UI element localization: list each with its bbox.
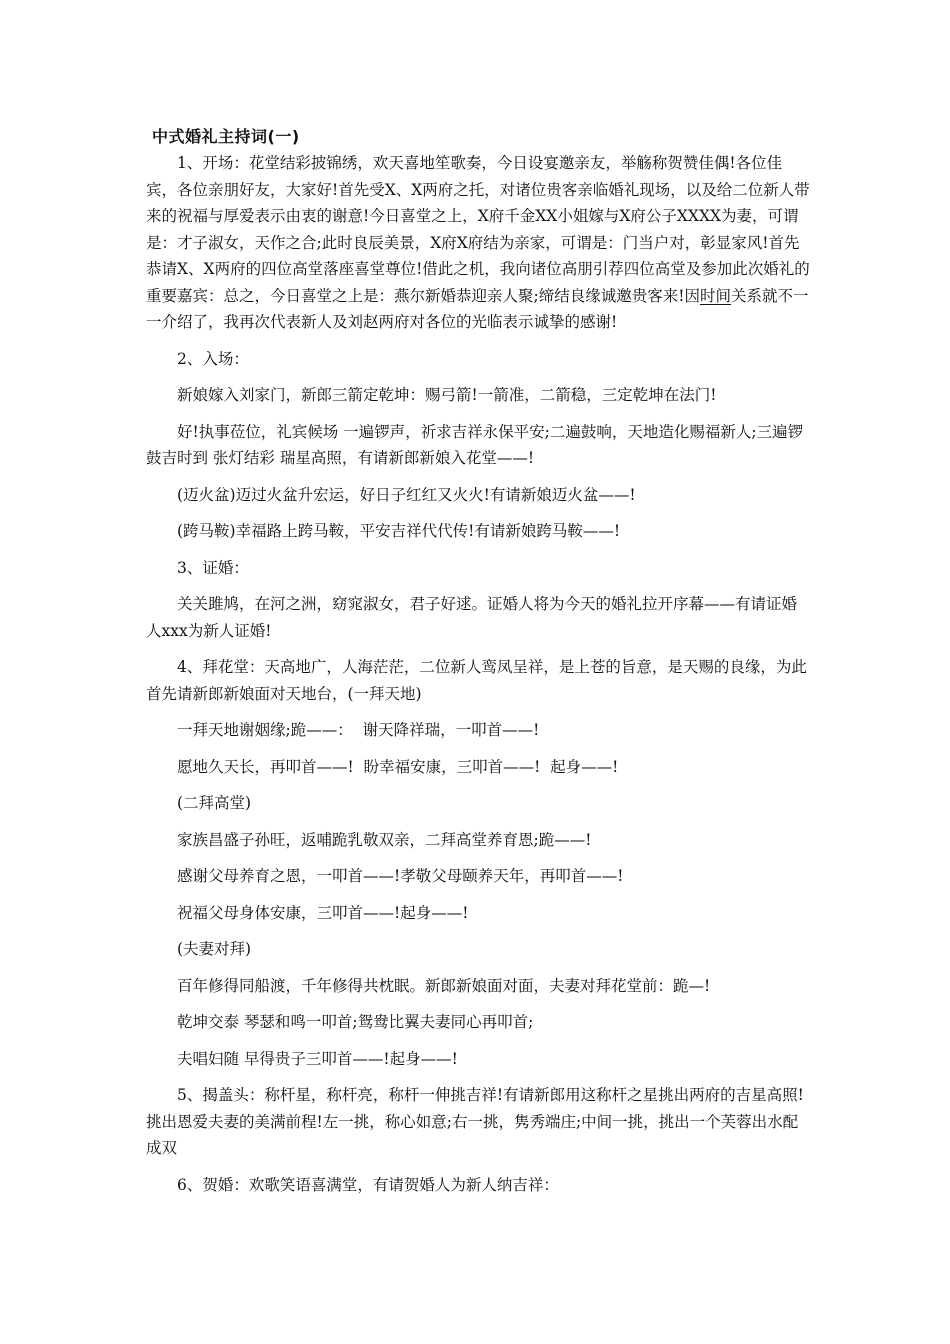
paragraph: 好!执事莅位，礼宾候场 一遍锣声，祈求吉祥永保平安;二遍鼓响，天地造化赐福新人;三遍锣鼓吉时到 张灯结彩 瑞星高照，有请新郎新娘入花堂——! (146, 422, 804, 467)
paragraph-witness-heading: 3、证婚： (177, 558, 249, 577)
paragraph: 一拜天地谢姻缘;跪——： 谢天降祥瑞，一叩首——! (177, 721, 540, 739)
paragraph: 乾坤交泰 琴瑟和鸣一叩首;鸳鸯比翼夫妻同心再叩首; (177, 1013, 534, 1031)
paragraph-congrats-heading: 6、贺婚：欢歌笑语喜满堂，有请贺婚人为新人纳吉祥： (177, 1175, 559, 1194)
paragraph: 新娘嫁入刘家门，新郎三箭定乾坤：赐弓箭!一箭准，二箭稳，三定乾坤在法门! (177, 386, 717, 404)
opening-text: 1、开场：花堂结彩披锦绣，欢天喜地笙歌奏，今日设宴邀亲友，举觞称贺赞佳偶!各位佳宾，各位亲朋好友，大家好!首先受X、X两府之托，对诸位贵客亲临婚礼现场，以及给二位新人带来的祝福与厚爱表示由衷的谢意!今日喜堂之上，X府千金XX小姐嫁与X府公子XXXX为妻，可谓是：才子淑女，天作之合;此时良辰美景，X府X府结为亲家，可谓是：门当户对，彰显家风!首先恭请X、X两府的四位高堂落座喜堂尊位!借此之机，我向诸位高朋引荐四位高堂及参加此次婚礼的重要嘉宾：总之，今日喜堂之上是：燕尔新婚恭迎亲人聚;缔结良缘诚邀贵客来!因 (146, 154, 810, 305)
paragraph: 夫唱妇随 早得贵子三叩首——!起身——! (177, 1049, 458, 1068)
paragraph: (跨马鞍)幸福路上跨马鞍，平安吉祥代代传!有请新娘跨马鞍——! (177, 522, 621, 540)
paragraph-opening (146, 150, 812, 336)
paragraph: 感谢父母养育之恩，一叩首——!孝敬父母颐养天年，再叩首——! (177, 867, 624, 885)
document-title: 中式婚礼主持词(一) (152, 127, 300, 146)
paragraph-veil-heading: 5、揭盖头：称杆星，称杆亮，称杆一伸挑吉祥!有请新郎用这称杆之星挑出两府的吉星高照!挑出恩爱夫妻的美满前程!左一挑，称心如意;右一挑，隽秀端庄;中间一挑，挑出一个芙蓉出水配成双 (146, 1086, 804, 1157)
document-body (146, 150, 812, 1198)
paragraph: 祝福父母身体安康，三叩首——!起身——! (177, 903, 469, 922)
paragraph: (迈火盆)迈过火盆升宏运，好日子红红又火火!有请新娘迈火盆——! (177, 485, 636, 504)
paragraph-entrance-heading: 2、入场： (177, 349, 249, 368)
paragraph: (夫妻对拜) (177, 940, 252, 958)
time-link[interactable]: 时间 (699, 286, 731, 305)
paragraph-worship-heading: 4、拜花堂：天高地广，人海茫茫，二位新人鸾凤呈祥，是上苍的旨意，是天赐的良缘，为此首先请新郎新娘面对天地台，(一拜天地) (146, 658, 807, 703)
paragraph: (二拜高堂) (177, 794, 252, 812)
paragraph: 家族昌盛子孙旺，返哺跪乳敬双亲，二拜高堂养育恩;跪——! (177, 830, 592, 849)
paragraph: 愿地久天长，再叩首——! 盼幸福安康，三叩首——! 起身——! (177, 757, 619, 776)
paragraph: 关关雎鸠，在河之洲，窈窕淑女，君子好逑。证婚人将为今天的婚礼拉开序幕——有请证婚人xxx为新人证婚! (146, 595, 798, 640)
paragraph: 百年修得同船渡，千年修得共枕眠。新郎新娘面对面，夫妻对拜花堂前：跪—! (177, 976, 711, 995)
opening-text-end: 关系就不一一介绍了，我再次代表新人及刘赵两府对各位的光临表示诚挚的感谢! (146, 286, 809, 331)
